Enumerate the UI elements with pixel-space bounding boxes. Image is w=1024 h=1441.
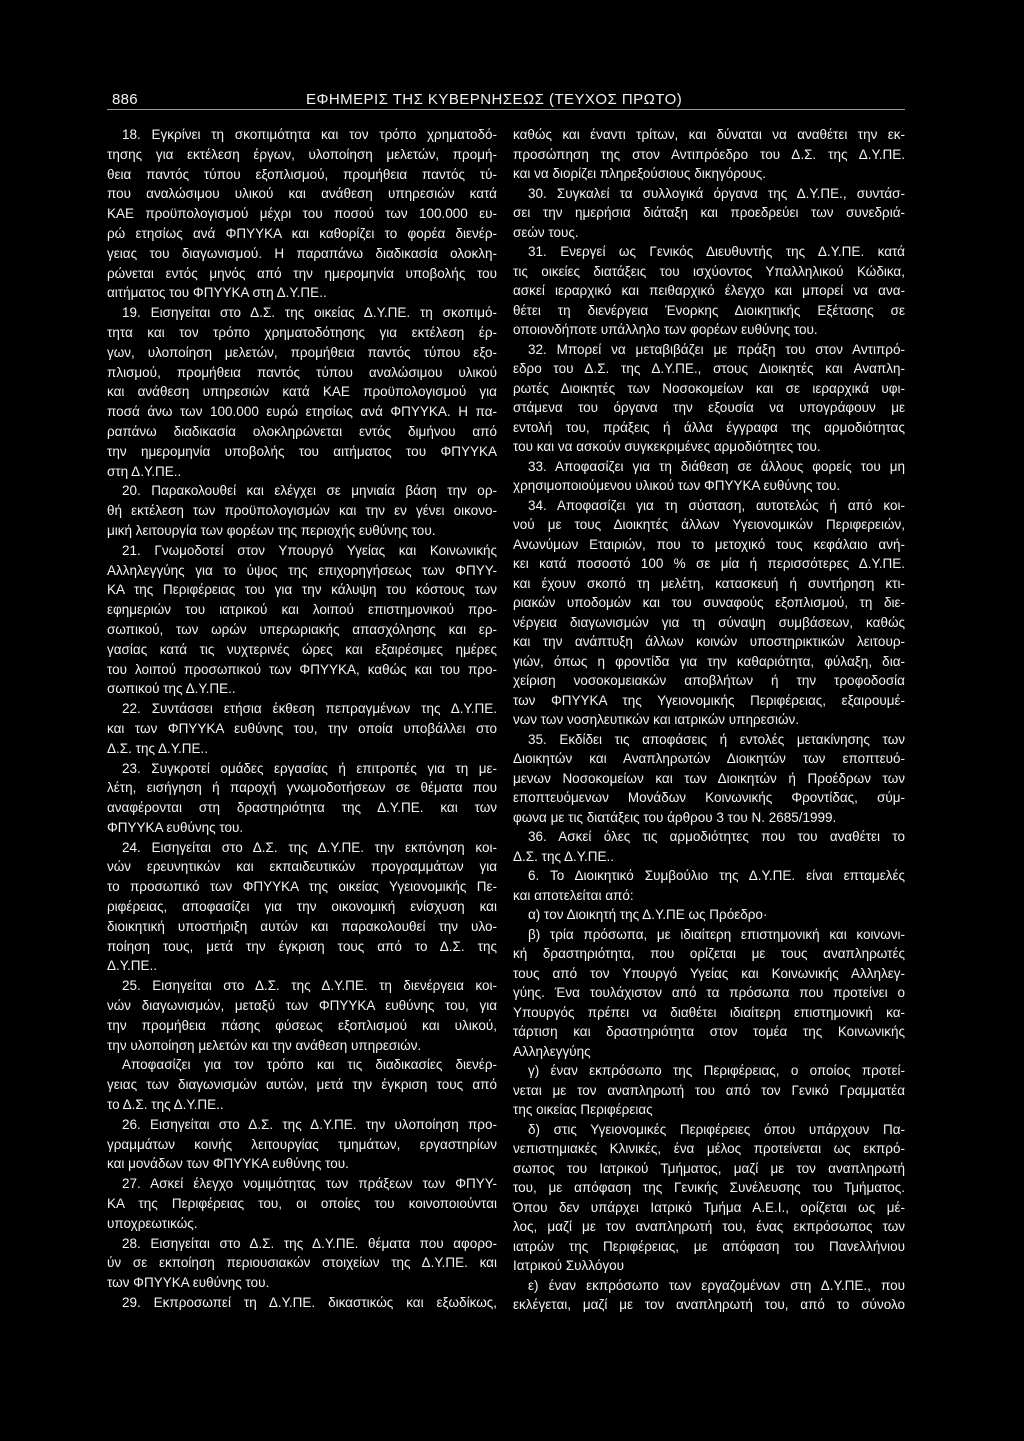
text-line: Αλληλεγγύης <box>513 1043 591 1059</box>
paragraph <box>107 1174 497 1233</box>
text-line: σεών τους. <box>513 224 579 240</box>
text-line: 6. Το Διοικητικό Συμβούλιο της Δ.Υ.ΠΕ. είναι επταμελές <box>528 868 905 883</box>
text-line: 30. Συγκαλεί τα συλλογικά όργανα της Δ.Υ.ΠΕ., συντάσ- <box>528 185 905 201</box>
text-line: 32. Μπορεί να μεταβιβάζει με πράξη του στον Αντιπρό- <box>528 341 905 357</box>
text-line: μική λειτουργία των φορέων της περιοχής ευθύνης του. <box>107 522 436 538</box>
text-line: χείριση νοσοκομειακών αποβλήτων ή την τροφοδοσία <box>513 673 905 688</box>
text-line: τησης για εκτέλεση έργων, υλοποίηση μελετών, προμή- <box>107 146 497 162</box>
text-line: και μονάδων των ΦΠΥΥΚΑ ευθύνης του. <box>107 1156 349 1172</box>
text-line: τητα και τον τρόπο χρηματοδότησης για εκτέλεση έρ- <box>107 324 497 340</box>
text-line: ΚΑ της Περιφέρειας του για την κάλυψη του κόστους των <box>107 582 497 598</box>
text-line: ποσά άνω των 100.000 ευρώ ετησίως ανά ΦΠΥΥΚΑ. Η πα- <box>107 404 497 420</box>
text-line: και έχουν σκοπό τη μελέτη, κατασκευή ή συντήρηση κτι- <box>513 575 905 591</box>
text-line: σει την ημερήσια διάταξη και προεδρεύει των συνεδριά- <box>513 205 905 220</box>
text-line: ρώ ετησίως ανά ΦΠΥΥΚΑ και καθορίζει το φορέα διενέρ- <box>107 225 497 241</box>
text-line: ύν σε εκποίηση περιουσιακών στοιχείων της Δ.Υ.ΠΕ. και <box>107 1255 497 1271</box>
text-line: ΚΑΕ προϋπολογισμού μέχρι του ποσού των 100.000 ευ- <box>107 206 497 222</box>
text-line: εποπτευόμενων Μονάδων Κοινωνικής Φροντίδας, σύμ- <box>513 790 905 805</box>
text-line: γιών, όπως η φροντίδα για την καθαριότητα, φύλαξη, δια- <box>513 653 905 669</box>
text-line: 29. Εκπροσωπεί τη Δ.Υ.ΠΕ. δικαστικώς και εξωδίκως, <box>122 1295 497 1311</box>
text-line: β) τρία πρόσωπα, με ιδιαίτερη επιστημονική και κοινωνι- <box>528 926 905 942</box>
paragraph <box>107 1055 497 1114</box>
text-line: θέτει τη διενέργεια Ένορκης Διοικητικής Εξέτασης σε <box>513 302 905 318</box>
text-line: των ΦΠΥΥΚΑ της Υγειονομικής Περιφέρειας, εξαιρουμέ- <box>513 692 905 708</box>
text-line: κει κατά ποσοστό 100 % σε μία ή περισσότερες Δ.Υ.ΠΕ. <box>513 556 905 571</box>
text-line: Ανωνύμων Εταιριών, που το μετοχικό τους κεφάλαιο ανή- <box>513 536 905 552</box>
text-line: στάμενα του όργανα την εξουσία να υπογράφουν με <box>513 400 905 415</box>
text-line: ριφέρειας, αποφασίζει για την οικονομική ενίσχυση και <box>107 899 497 915</box>
text-line: την ημερομηνία υποβολής του αιτήματος του ΦΠΥΥΚΑ <box>107 443 497 459</box>
text-line: και ανάθεση υπηρεσιών κατά ΚΑΕ προϋπολογισμού για <box>107 384 497 400</box>
text-line: 31. Ενεργεί ως Γενικός Διευθυντής της Δ.Υ.ΠΕ. κατά <box>528 244 905 259</box>
text-line: νεπιστημιακές Κλινικές, ένα μέλος προτείνεται ως εκπρό- <box>513 1141 905 1156</box>
text-line: λέτη, εισήγηση ή παροχή γνωμοδοτήσεων σε θέματα που <box>107 780 497 796</box>
text-line: Δ.Σ. της Δ.Υ.ΠΕ.. <box>107 740 209 756</box>
text-line: λος, μαζί με τον αναπληρωτή του, ένας εκπρόσωπος των <box>513 1219 905 1234</box>
paragraph <box>513 925 905 1062</box>
text-line: νών ερευνητικών και εκπαιδευτικών προγραμμάτων για <box>107 859 497 875</box>
text-line: αναφέρονται στη δραστηριότητα της Δ.Υ.ΠΕ. και των <box>107 800 497 816</box>
text-line: γασίας κατά τις νυχτερινές ώρες και εξαιρέσιμες ημέρες <box>107 641 497 657</box>
paragraph <box>107 541 497 699</box>
text-line: Δ.Υ.ΠΕ.. <box>107 958 158 974</box>
text-line: α) τον Διοικητή της Δ.Υ.ΠΕ ως Πρόεδρο· <box>528 907 768 922</box>
text-line: γειας του διαγωνισμού. Η παραπάνω διαδικασία ολοκλη- <box>107 245 497 261</box>
paragraph <box>513 457 905 496</box>
text-line: σωπικού της Δ.Υ.ΠΕ.. <box>107 681 236 697</box>
running-header-title: ΕΦΗΜΕΡΙΣ ΤΗΣ ΚΥΒΕΡΝΗΣΕΩΣ (ΤΕΥΧΟΣ ΠΡΩΤΟ) <box>306 91 683 108</box>
text-line: γων, υλοποίηση μελετών, προμήθεια παντός τύπου εξο- <box>107 344 497 360</box>
text-line: τους από τον Υπουργό Υγείας και Κοινωνικής Αλληλεγ- <box>513 965 905 981</box>
text-line: ιατρών της Περιφέρειας, με απόφαση του Πανελλήνιου <box>513 1238 905 1254</box>
text-line: την προμήθεια πάσης φύσεως εξοπλισμού και υλικού, <box>107 1017 497 1033</box>
text-line: Αλληλεγγύης για το ύψος της επιχορηγήσεως των ΦΠΥΥ- <box>107 562 497 578</box>
text-line: γύης. Ένα τουλάχιστον από τα πρόσωπα που προτείνει ο <box>513 985 905 1000</box>
text-line: Όπου δεν υπάρχει Ιατρικό Τμήμα Α.Ε.Ι., ορίζεται ως μέ- <box>513 1199 905 1215</box>
text-line: 34. Αποφασίζει για τη σύσταση, αυτοτελώς ή από κοι- <box>528 497 905 513</box>
text-line: Αποφασίζει για τον τρόπο και τις διαδικασίες διενέρ- <box>122 1057 497 1073</box>
text-line: που αναλώσιμου υλικού και ανάθεση υπηρεσιών κατά <box>107 186 497 202</box>
text-line: την υλοποίηση μελετών και την ανάθεση υπηρεσιών. <box>107 1037 422 1053</box>
text-line: 22. Συντάσσει ετήσια έκθεση πεπραγμένων της Δ.Υ.ΠΕ. <box>122 701 497 717</box>
text-line: το προσωπικό των ΦΠΥΥΚΑ της οικείας Υγειονομικής Πε- <box>107 879 497 895</box>
text-line: ρώνεται εντός μηνός από την ημερομηνία υποβολής του <box>107 265 497 281</box>
text-line: των ΦΠΥΥΚΑ ευθύνης του. <box>107 1275 270 1291</box>
paragraph <box>107 699 497 758</box>
text-line: 23. Συγκροτεί ομάδες εργασίας ή επιτροπές για τη με- <box>122 760 497 776</box>
text-line: σωπικού, των ωρών υπερωριακής απασχόλησης και ερ- <box>107 621 497 637</box>
paragraph <box>513 340 905 457</box>
paragraph <box>107 838 497 977</box>
text-line: καθώς και έναντι τρίτων, και δύναται να αναθέτει την εκ- <box>513 127 905 142</box>
text-line: το Δ.Σ. της Δ.Υ.ΠΕ.. <box>107 1097 224 1113</box>
text-line: φωνα με τις διατάξεις του άρθρου 3 του Ν. 2685/1999. <box>513 809 837 825</box>
text-line: ριακών υποδομών και του συναφούς εξοπλισμού, τη διε- <box>513 595 905 610</box>
text-line: δ) στις Υγειονομικές Περιφέρειες όπου υπάρχουν Πα- <box>528 1121 905 1137</box>
paragraph <box>107 1293 497 1313</box>
text-line: διοικητική υποστήριξη αυτών και παρακολουθεί την υλο- <box>107 918 497 934</box>
text-line: 19. Εισηγείται στο Δ.Σ. της οικείας Δ.Υ.ΠΕ. τη σκοπιμό- <box>122 305 497 321</box>
text-line: ΦΠΥΥΚΑ ευθύνης του. <box>107 819 244 835</box>
text-line: προσώπηση της στον Αντιπρόεδρο του Δ.Σ. της Δ.Υ.ΠΕ. <box>513 146 905 162</box>
text-line: ραπάνω διαδικασία ολοκληρώνεται εντός διμήνου από <box>107 423 497 439</box>
text-line: μενων Νοσοκομείων και των Διοικητών ή Προέδρων των <box>513 770 905 786</box>
text-line: γραμμάτων κοινής λειτουργίας τμημάτων, εργαστηρίων <box>107 1136 497 1152</box>
text-line: γ) έναν εκπρόσωπο της Περιφέρειας, ο οποίος προτεί- <box>528 1063 905 1078</box>
paragraph <box>107 1234 497 1293</box>
text-line: 35. Εκδίδει τις αποφάσεις ή εντολές μετακίνησης των <box>528 731 905 747</box>
header-rule <box>107 109 905 110</box>
text-line: 18. Εγκρίνει τη σκοπιμότητα και τον τρόπο χρηματοδό- <box>122 127 497 142</box>
paragraph <box>513 1120 905 1276</box>
text-line: 20. Παρακολουθεί και ελέγχει σε μηνιαία βάση την ορ- <box>122 483 497 499</box>
text-line: κή δραστηριότητα, που ορίζεται με τους αναπληρωτές <box>513 946 905 961</box>
paragraph <box>513 1276 905 1315</box>
text-line: εκλέγεται, μαζί με τον αναπληρωτή του, από το σύνολο <box>513 1297 905 1312</box>
text-line: 26. Εισηγείται στο Δ.Σ. της Δ.Υ.ΠΕ. την υλοποίηση προ- <box>122 1116 497 1132</box>
text-line: του λοιπού προσωπικού των ΦΠΥΥΚΑ, καθώς και του προ- <box>107 661 497 677</box>
text-line: ρωτές Διοικητές των Νοσοκομείων και σε ιεραρχικά υφι- <box>513 380 905 396</box>
text-line: στη Δ.Υ.ΠΕ.. <box>107 463 182 479</box>
paragraph <box>107 1115 497 1174</box>
paragraph <box>513 905 905 925</box>
paragraph <box>107 303 497 481</box>
page-number: 886 <box>112 91 138 108</box>
paragraph <box>513 1061 905 1120</box>
text-line: της οικείας Περιφέρειας <box>513 1102 653 1117</box>
text-line: ποίηση τους, μετά την έγκριση τους από το Δ.Σ. της <box>107 938 497 954</box>
text-line: 25. Εισηγείται στο Δ.Σ. της Δ.Υ.ΠΕ. τη διενέργεια κοι- <box>122 978 497 994</box>
paragraph <box>513 184 905 243</box>
paragraph <box>513 125 905 184</box>
text-line: τις οικείες διατάξεις του ισχύοντος Υπαλληλικού Κώδικα, <box>513 263 905 279</box>
text-line: σωπος του Ιατρικού Τμήματος, μαζί με τον αναπληρωτή <box>513 1160 905 1176</box>
text-line: νέργεια διαγωνισμών για τη σύναψη συμβάσεων, καθώς <box>513 614 905 630</box>
text-line: 24. Εισηγείται στο Δ.Σ. της Δ.Υ.ΠΕ. την εκπόνηση κοι- <box>122 839 497 855</box>
text-line: πλισμού, προμήθεια παντός τύπου αναλώσιμου υλικού <box>107 364 497 380</box>
text-line: εφημεριών του ιατρικού και λοιπού επιστημονικού προ- <box>107 602 497 618</box>
text-line: αιτήματος του ΦΠΥΥΚΑ στη Δ.Υ.ΠΕ.. <box>107 285 327 301</box>
text-line: 21. Γνωμοδοτεί στον Υπουργό Υγείας και Κοινωνικής <box>122 542 497 558</box>
paragraph <box>513 496 905 730</box>
text-line: Υπουργός πρέπει να διαθέτει ιδιαίτερη επιστημονική κα- <box>513 1004 905 1020</box>
text-line: 28. Εισηγείται στο Δ.Σ. της Δ.Υ.ΠΕ. θέματα που αφορο- <box>122 1235 497 1251</box>
text-line: θή εκτέλεση των προϋπολογισμών και την εν γένει οικονο- <box>107 503 497 519</box>
text-line: νων των νοσηλευτικών και ιατρικών υπηρεσιών. <box>513 712 800 727</box>
text-line: υποχρεωτικώς. <box>107 1215 198 1231</box>
paragraph <box>513 827 905 866</box>
text-line: νεται με τον αναπληρωτή του από τον Γενικό Γραμματέα <box>513 1082 905 1098</box>
right-column <box>513 125 905 1315</box>
text-line: νού με τους Διοικητές άλλων Υγειονομικών Περιφερειών, <box>513 517 905 532</box>
text-line: και αποτελείται από: <box>513 887 634 903</box>
paragraph <box>107 976 497 1055</box>
text-line: γειας των διαγωνισμών αυτών, μετά την έγκριση τους από <box>107 1077 497 1093</box>
text-line: και να διορίζει πληρεξούσιους δικηγόρους. <box>513 166 767 181</box>
text-line: του, με απόφαση της Γενικής Συνέλευσης του Τμήματος. <box>513 1180 905 1195</box>
text-line: νών διαγωνισμών, μεταξύ των ΦΠΥΥΚΑ ευθύνης του, για <box>107 998 497 1014</box>
paragraph <box>107 481 497 540</box>
text-line: και των ΦΠΥΥΚΑ ευθύνης του, την οποία υποβάλλει στο <box>107 720 497 736</box>
paragraph <box>107 125 497 303</box>
text-line: και την ανάπτυξη άλλων κοινών υποστηρικτικών λειτουρ- <box>513 634 905 649</box>
text-line: ασκεί ιεραρχικό και πειθαρχικό έλεγχο και μπορεί να ανα- <box>513 283 905 298</box>
text-line: Ιατρικού Συλλόγου <box>513 1258 624 1273</box>
text-line: Δ.Σ. της Δ.Υ.ΠΕ.. <box>513 848 615 864</box>
text-line: χρησιμοποιούμενου υλικού των ΦΠΥΥΚΑ ευθύνης του. <box>513 478 841 493</box>
text-line: 27. Ασκεί έλεγχο νομιμότητας των πράξεων των ΦΠΥΥ- <box>122 1176 497 1192</box>
text-line: 33. Αποφασίζει για τη διάθεση σε άλλους φορείς του μη <box>528 458 905 474</box>
text-line: τάρτιση και δραστηριότητα στον τομέα της Κοινωνικής <box>513 1024 905 1039</box>
paragraph <box>513 730 905 828</box>
text-line: Διοικητών και Αναπληρωτών Διοικητών των εποπτευό- <box>513 751 905 766</box>
left-column <box>107 125 497 1313</box>
text-line: 36. Ασκεί όλες τις αρμοδιότητες που του αναθέτει το <box>528 829 905 844</box>
text-line: ε) έναν εκπρόσωπο των εργαζομένων στη Δ.Υ.ΠΕ., που <box>528 1277 905 1293</box>
text-line: εντολή του, πράξεις ή άλλα έγγραφα της αρμοδιότητας <box>513 419 905 435</box>
text-line: εδρο του Δ.Σ. της Δ.Υ.ΠΕ., στους Διοικητές και Αναπλη- <box>513 361 905 376</box>
paragraph <box>513 866 905 905</box>
paragraph <box>513 242 905 340</box>
text-line: θεια παντός τύπου εξοπλισμού, προμήθεια παντός τύ- <box>107 166 497 182</box>
paragraph <box>107 759 497 838</box>
text-line: οποιονδήποτε υπάλληλο των φορέων ευθύνης του. <box>513 322 818 337</box>
text-line: ΚΑ της Περιφέρειας του, οι οποίες του κοινοποιούνται <box>107 1196 497 1212</box>
text-line: του και να ασκούν συγκεκριμένες αρμοδιότητες του. <box>513 439 821 454</box>
